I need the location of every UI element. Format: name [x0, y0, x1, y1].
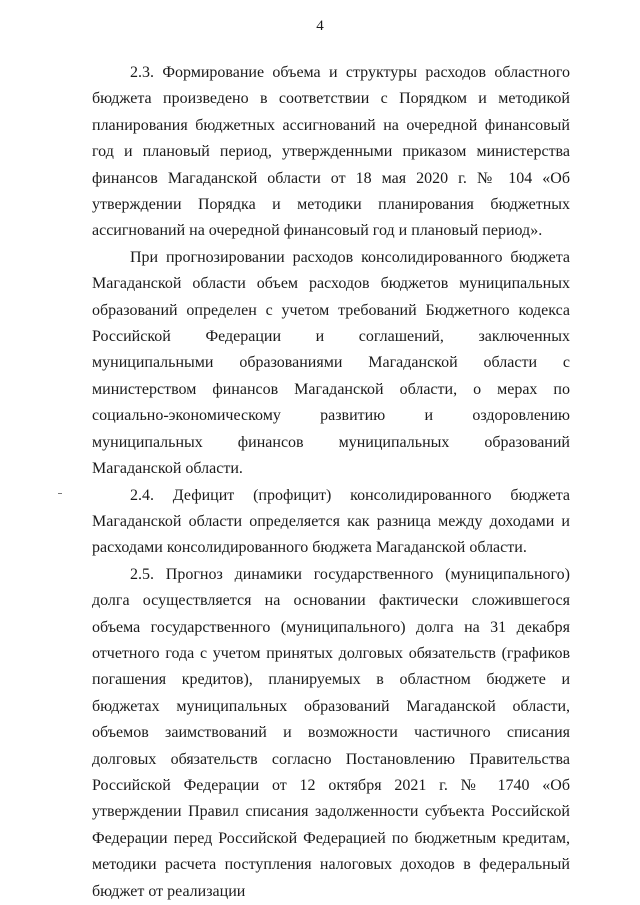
margin-mark: [58, 493, 62, 494]
paragraph-forecast-expenses: При прогнозировании расходов консолидированного бюджета Магаданской области объем расходов бюджетов муниципальных образований определен с учетом требований Бюджетного кодекса Российской Федерации и соглашений, заключенных муниципальными образованиями Магаданской области с министерством финансов Магаданской области, о мерах по социально-экономическому развитию и оздоровлению муниципальных финансов муниципальных образований Магаданской области.: [92, 248, 570, 478]
paragraph-2-3: 2.3. Формирование объема и структуры расходов областного бюджета произведено в соответствии с Порядком и методикой планирования бюджетных ассигнований на очередной финансовый год и плановый период, утвержденными приказом министерства финансов Магаданской области от 18 мая 2020 г. № 104 «Об утверждении Порядка и методики планирования бюджетных ассигнований на очередной финансовый год и плановый период».: [92, 64, 570, 240]
paragraph-2-4: 2.4. Дефицит (профицит) консолидированного бюджета Магаданской области определяется как разница между доходами и расходами консолидированного бюджета Магаданской области.: [92, 486, 570, 557]
paragraph-2-5: 2.5. Прогноз динамики государственного (муниципального) долга осуществляется на основании фактически сложившегося объема государственного (муниципального) долга на 31 декабря отчетного года с учетом принятых долговых обязательств (графиков погашения кредитов), планируемых в областном бюджете и бюджетах муниципальных образований Магаданской области, объемов заимствований и возможности частичного списания долговых обязательств согласно Постановлению Правительства Российской Федерации от 12 октября 2021 г. № 1740 «Об утверждении Правил списания задолженности субъекта Российской Федерации перед Российской Федерацией по бюджетным кредитам, методики расчета поступления налоговых доходов в федеральный бюджет от реализации: [92, 565, 570, 900]
page-number: 4: [316, 18, 324, 34]
document-body: [92, 60, 570, 905]
